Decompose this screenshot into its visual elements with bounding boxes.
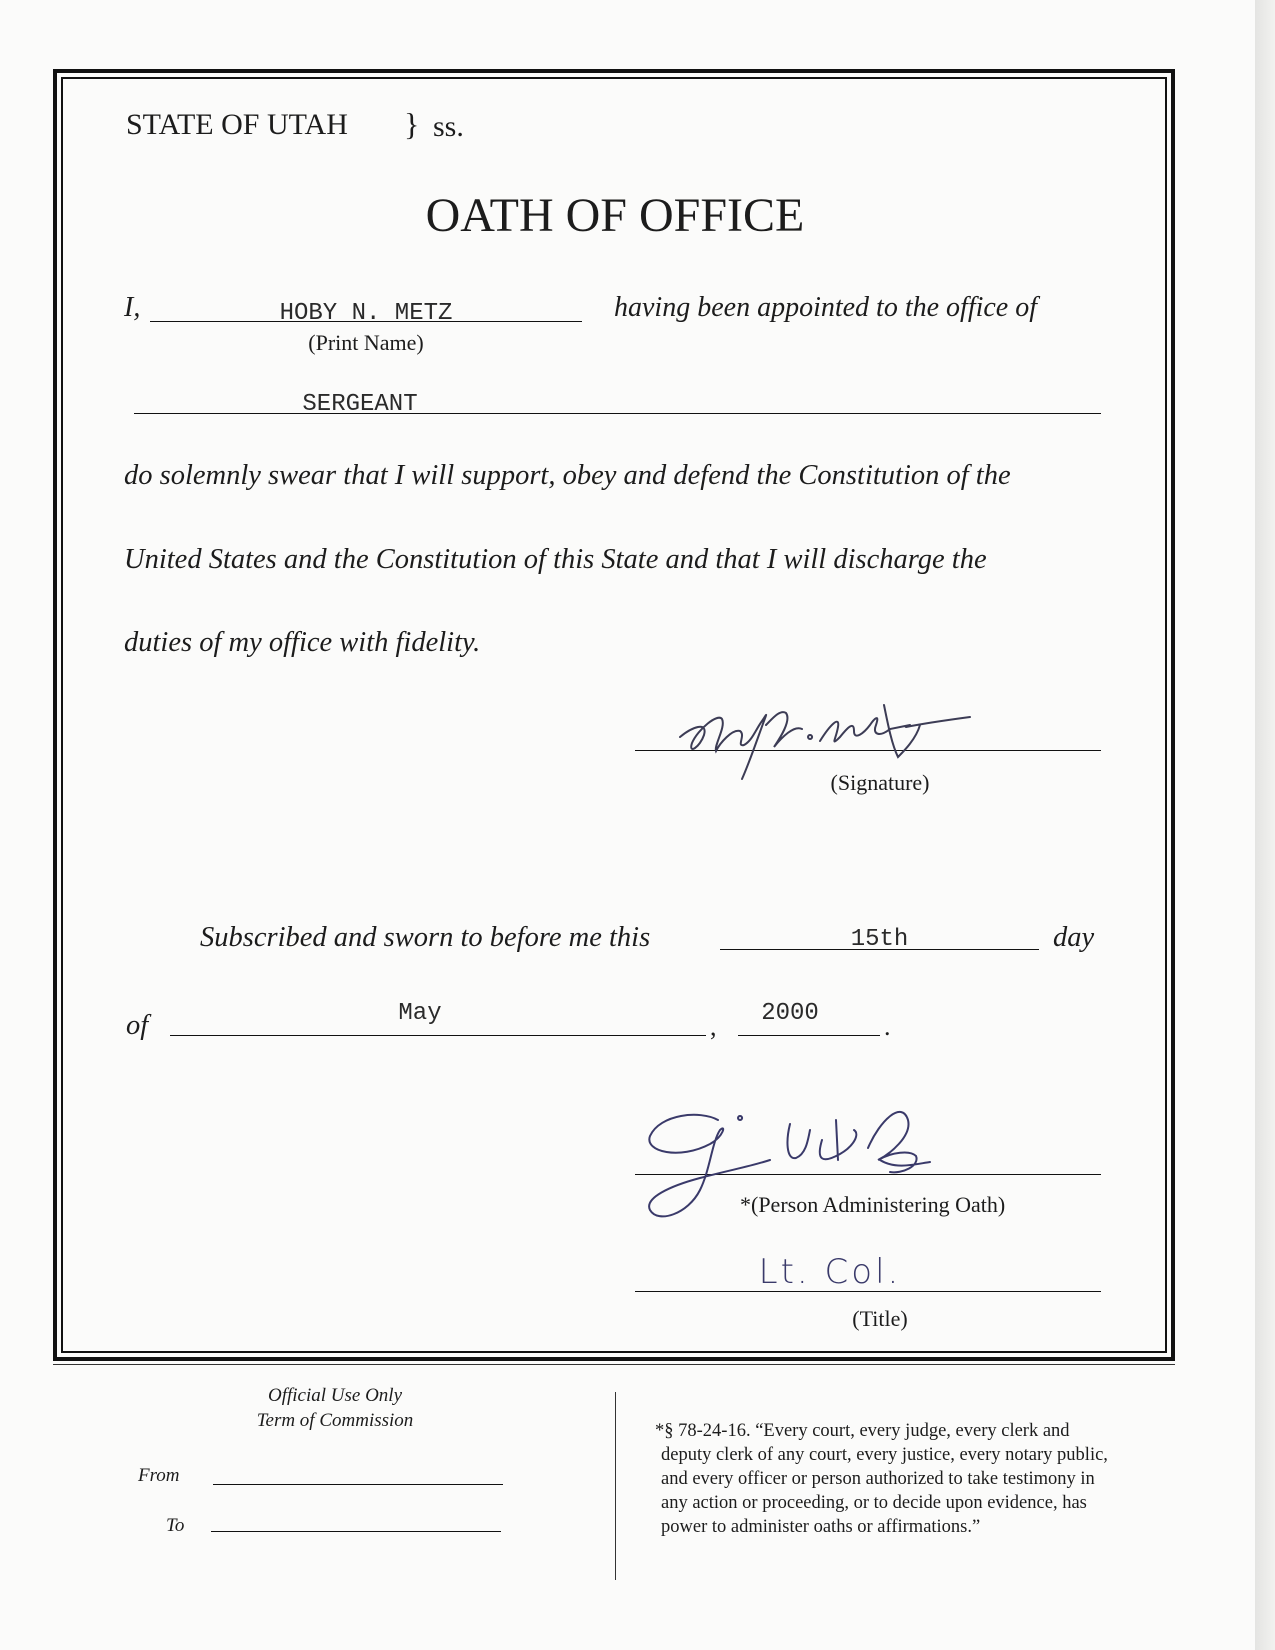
period: . [884, 1012, 891, 1041]
brace-symbol: } [404, 106, 420, 142]
subscribed-text: Subscribed and sworn to before me this [200, 922, 651, 953]
term-of-commission-label: Term of Commission [256, 1410, 414, 1431]
to-line [211, 1531, 501, 1532]
bottom-separator [53, 1364, 1175, 1365]
statute-line-3: and every officer or person authorized to take testimony in [661, 1469, 1095, 1489]
signature-caption: (Signature) [830, 770, 930, 795]
i-prefix: I, [124, 292, 141, 323]
day-word: day [1053, 922, 1095, 953]
page-edge-shadow [1255, 0, 1275, 1650]
name-value: HOBY N. METZ [279, 300, 453, 327]
oath-paragraph-line-1: do solemnly swear that I will support, obey and defend the Constitution of the [124, 460, 1011, 491]
comma: , [710, 1012, 717, 1041]
state-label: STATE OF UTAH [126, 108, 348, 141]
title-caption: (Title) [852, 1306, 908, 1331]
day-value: 15th [850, 926, 909, 953]
year-line [738, 1035, 880, 1036]
office-value: SERGEANT [302, 391, 418, 418]
from-line [213, 1484, 503, 1485]
official-use-label: Official Use Only [267, 1385, 403, 1406]
month-line [170, 1035, 706, 1036]
appointed-text: having been appointed to the office of [614, 292, 1038, 323]
page-title: OATH OF OFFICE [425, 189, 805, 242]
statute-line-2: deputy clerk of any court, every justice, every notary public, [661, 1445, 1108, 1465]
year-value: 2000 [761, 1000, 819, 1027]
statute-line-5: power to administer oaths or affirmations.” [661, 1517, 981, 1537]
statute-line-4: any action or proceeding, or to decide upon evidence, has [661, 1493, 1087, 1513]
title-value: Lt. Col. [758, 1252, 902, 1292]
vertical-divider [615, 1392, 616, 1580]
oath-paragraph-line-2: United States and the Constitution of this State and that I will discharge the [124, 544, 987, 575]
of-word: of [126, 1010, 149, 1041]
administering-caption: *(Person Administering Oath) [740, 1192, 1006, 1217]
to-label: To [166, 1515, 185, 1536]
month-value: May [398, 1000, 442, 1027]
statute-line-1: *§ 78-24-16. “Every court, every judge, every clerk and [655, 1421, 1070, 1441]
oath-paragraph-line-3: duties of my office with fidelity. [124, 627, 481, 658]
from-label: From [138, 1465, 180, 1486]
ss-label: ss. [433, 110, 464, 143]
print-name-caption: (Print Name) [308, 330, 424, 355]
